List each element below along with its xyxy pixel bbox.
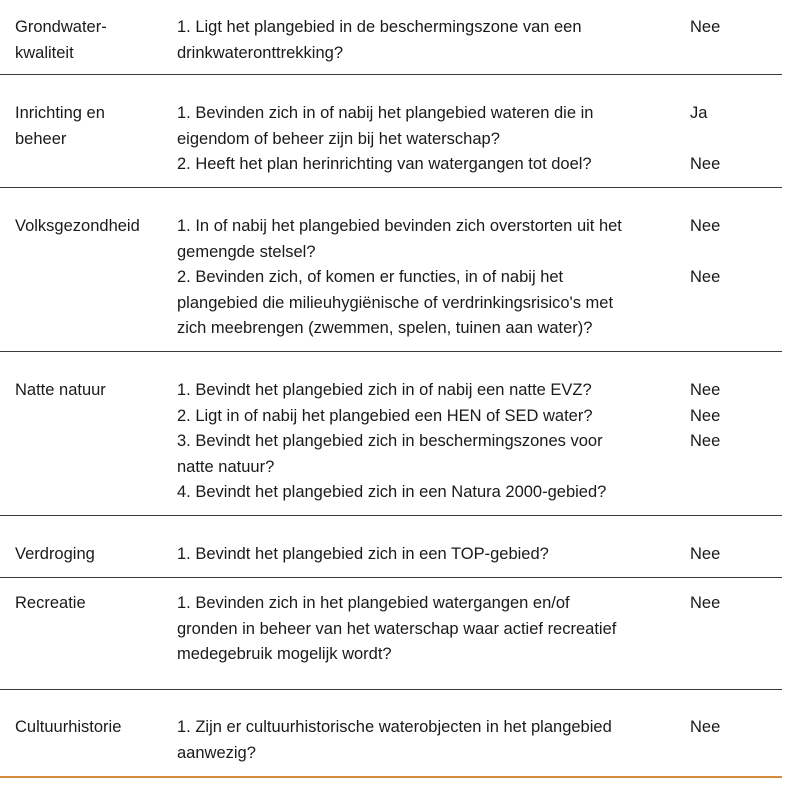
table-row: [0, 75, 782, 188]
answer-text: Nee: [690, 718, 721, 736]
question-text: 4. Bevindt het plangebied zich in een Natura 2000-gebied?: [177, 483, 607, 501]
question-text: 1. Bevindt het plangebied zich in of nabij een natte EVZ?: [177, 381, 592, 399]
answer-text: Nee: [690, 381, 721, 399]
answer-text: Nee: [690, 268, 721, 286]
table-row: [0, 352, 782, 516]
answer-text: Nee: [690, 432, 721, 450]
answer-text: Ja: [690, 104, 708, 122]
question-text: 1. Bevindt het plangebied zich in een TOP-gebied?: [177, 545, 549, 563]
question-text: 2. Ligt in of nabij het plangebied een HEN of SED water?: [177, 406, 593, 425]
table-row: [0, 188, 782, 352]
answer-text: Nee: [690, 217, 721, 235]
table-row: [0, 0, 782, 75]
question-text: 1. Ligt het plangebied in de beschermingszone van een drinkwateronttrekking?: [177, 18, 582, 62]
question-text: 1. Bevinden zich in of nabij het plangebied wateren die in eigendom of beheer zijn bij het waterschap?: [177, 104, 594, 148]
category-label: Verdroging: [15, 545, 95, 563]
category-label: Grondwater- kwaliteit: [15, 18, 107, 62]
table-row: [0, 578, 782, 690]
answer-text: Nee: [690, 155, 721, 173]
question-text: 1. Zijn er cultuurhistorische waterobjecten in het plangebied aanwezig?: [177, 718, 612, 762]
table-row: [0, 690, 782, 778]
question-text: 2. Bevinden zich, of komen er functies, in of nabij het plangebied die milieuhygiënische of verdrinkingsrisico's met zich meebrengen (zwemmen, spelen, tuinen aan water)?: [177, 268, 614, 337]
answer-text: Nee: [690, 545, 721, 563]
answer-text: Nee: [690, 18, 721, 36]
answer-text: Nee: [690, 406, 721, 425]
table-row: [0, 516, 782, 578]
category-label: Volksgezondheid: [15, 217, 140, 235]
answer-text: Nee: [690, 594, 721, 612]
category-label: Natte natuur: [15, 381, 106, 399]
question-text: 2. Heeft het plan herinrichting van watergangen tot doel?: [177, 155, 592, 173]
category-label: Cultuurhistorie: [15, 718, 122, 736]
question-text: 3. Bevindt het plangebied zich in beschermingszones voor natte natuur?: [177, 432, 603, 476]
category-label: Inrichting en beheer: [15, 104, 105, 148]
question-text: 1. Bevinden zich in het plangebied watergangen en/of gronden in beheer van het waterschap waar actief recreatief medegebruik mogelijk wordt?: [177, 594, 617, 663]
category-label: Recreatie: [15, 594, 86, 612]
question-text: 1. In of nabij het plangebied bevinden zich overstorten uit het gemengde stelsel?: [177, 217, 622, 261]
